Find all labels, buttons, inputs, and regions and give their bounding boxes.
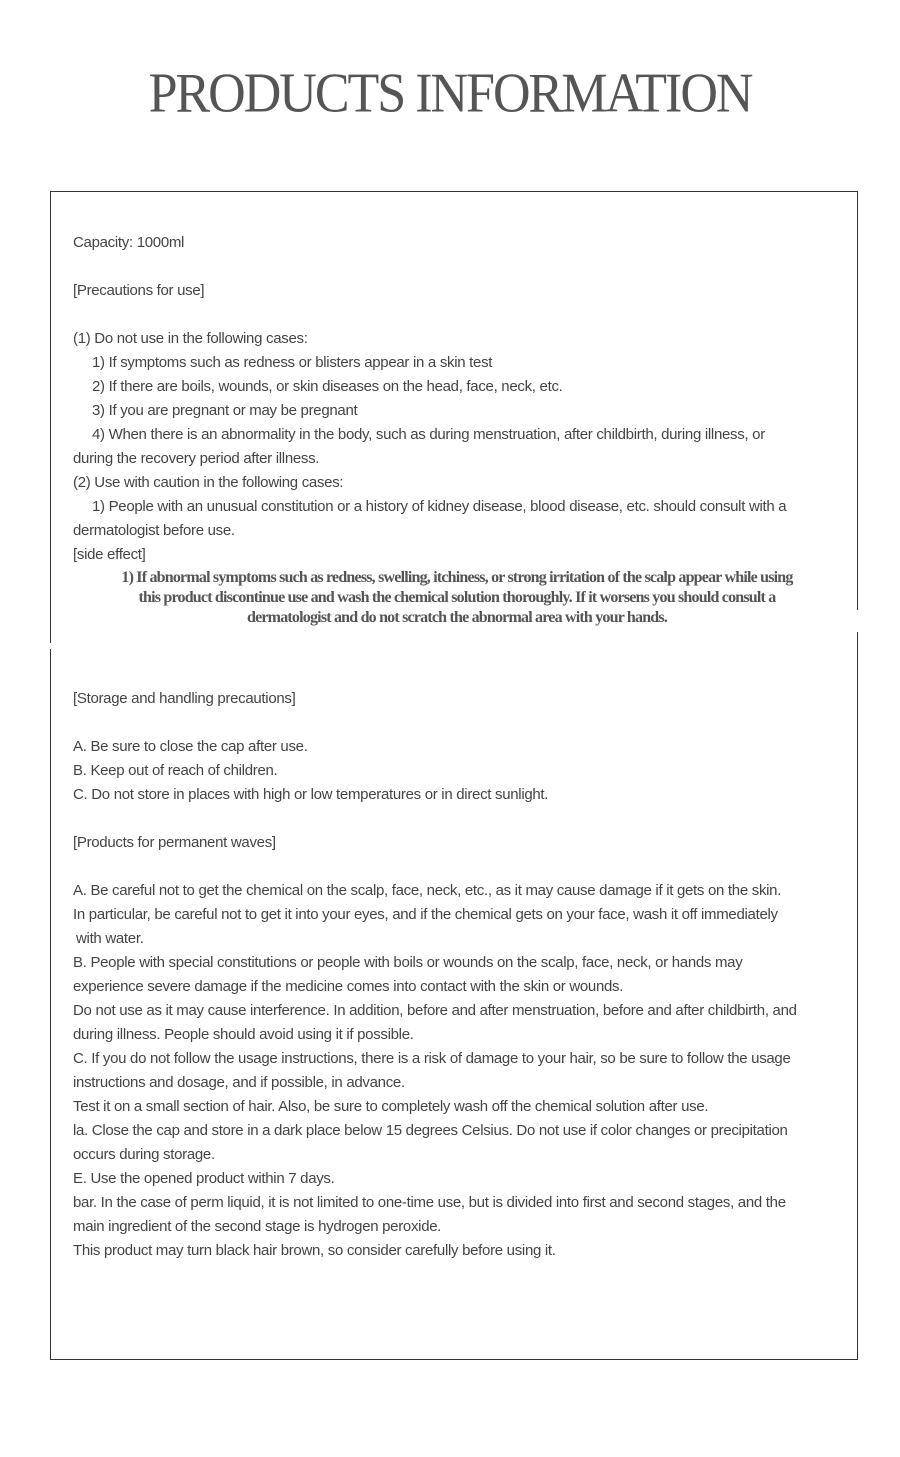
case1-item: 2) If there are boils, wounds, or skin diseases on the head, face, neck, etc. bbox=[92, 378, 563, 395]
perm-line: la. Close the cap and store in a dark place below 15 degrees Celsius. Do not use if color changes or precipitation bbox=[73, 1122, 788, 1139]
perm-line: instructions and dosage, and if possible, in advance. bbox=[73, 1074, 405, 1091]
case2-item-continuation: dermatologist before use. bbox=[73, 522, 235, 539]
capacity-text: Capacity: 1000ml bbox=[73, 234, 185, 251]
page-title: PRODUCTS INFORMATION bbox=[148, 62, 752, 125]
border-gap-right bbox=[852, 610, 864, 632]
storage-item: C. Do not store in places with high or low temperatures or in direct sunlight. bbox=[73, 786, 549, 803]
case2-heading: (2) Use with caution in the following cases: bbox=[73, 474, 344, 491]
case1-item: 3) If you are pregnant or may be pregnant bbox=[92, 402, 358, 419]
storage-heading: [Storage and handling precautions] bbox=[73, 690, 296, 707]
case1-item: 1) If symptoms such as redness or blisters appear in a skin test bbox=[92, 354, 493, 371]
precautions-heading: [Precautions for use] bbox=[73, 282, 205, 299]
perm-line: This product may turn black hair brown, so consider carefully before using it. bbox=[73, 1242, 556, 1259]
border-gap-left bbox=[45, 643, 57, 649]
side-effect-paragraph bbox=[82, 568, 832, 628]
perm-line: C. If you do not follow the usage instructions, there is a risk of damage to your hair, so be sure to follow the usage bbox=[73, 1050, 791, 1067]
perm-line: Test it on a small section of hair. Also, be sure to completely wash off the chemical solution after use. bbox=[73, 1098, 709, 1115]
side-effect-line: this product discontinue use and wash the chemical solution thoroughly. If it worsens you should consult a bbox=[138, 589, 776, 606]
side-effect-heading: [side effect] bbox=[73, 546, 146, 563]
perm-line: B. People with special constitutions or people with boils or wounds on the scalp, face, neck, or hands may bbox=[73, 954, 743, 971]
perm-line: A. Be careful not to get the chemical on the scalp, face, neck, etc., as it may cause damage if it gets on the skin. bbox=[73, 882, 782, 899]
perm-line: E. Use the opened product within 7 days. bbox=[73, 1170, 335, 1187]
storage-item: A. Be sure to close the cap after use. bbox=[73, 738, 308, 755]
perm-line: In particular, be careful not to get it into your eyes, and if the chemical gets on your face, wash it off immediately bbox=[73, 906, 778, 923]
case1-item-continuation: during the recovery period after illness. bbox=[73, 450, 320, 467]
perm-heading: [Products for permanent waves] bbox=[73, 834, 276, 851]
perm-line: during illness. People should avoid using it if possible. bbox=[73, 1026, 414, 1043]
perm-line: experience severe damage if the medicine comes into contact with the skin or wounds. bbox=[73, 978, 624, 995]
perm-line: with water. bbox=[76, 930, 144, 947]
case1-item: 4) When there is an abnormality in the body, such as during menstruation, after childbirth, during illness, or bbox=[92, 426, 765, 443]
perm-line: occurs during storage. bbox=[73, 1146, 215, 1163]
storage-item: B. Keep out of reach of children. bbox=[73, 762, 278, 779]
case2-item: 1) People with an unusual constitution or a history of kidney disease, blood disease, etc. should consult with a bbox=[92, 498, 787, 515]
side-effect-line: 1) If abnormal symptoms such as redness, swelling, itchiness, or strong irritation of the scalp appear while using bbox=[121, 569, 793, 586]
perm-line: main ingredient of the second stage is hydrogen peroxide. bbox=[73, 1218, 442, 1235]
perm-line: bar. In the case of perm liquid, it is not limited to one-time use, but is divided into first and second stages, and the bbox=[73, 1194, 786, 1211]
perm-line: Do not use as it may cause interference. In addition, before and after menstruation, before and after childbirth, and bbox=[73, 1002, 797, 1019]
case1-heading: (1) Do not use in the following cases: bbox=[73, 330, 308, 347]
side-effect-line: dermatologist and do not scratch the abnormal area with your hands. bbox=[246, 609, 668, 626]
